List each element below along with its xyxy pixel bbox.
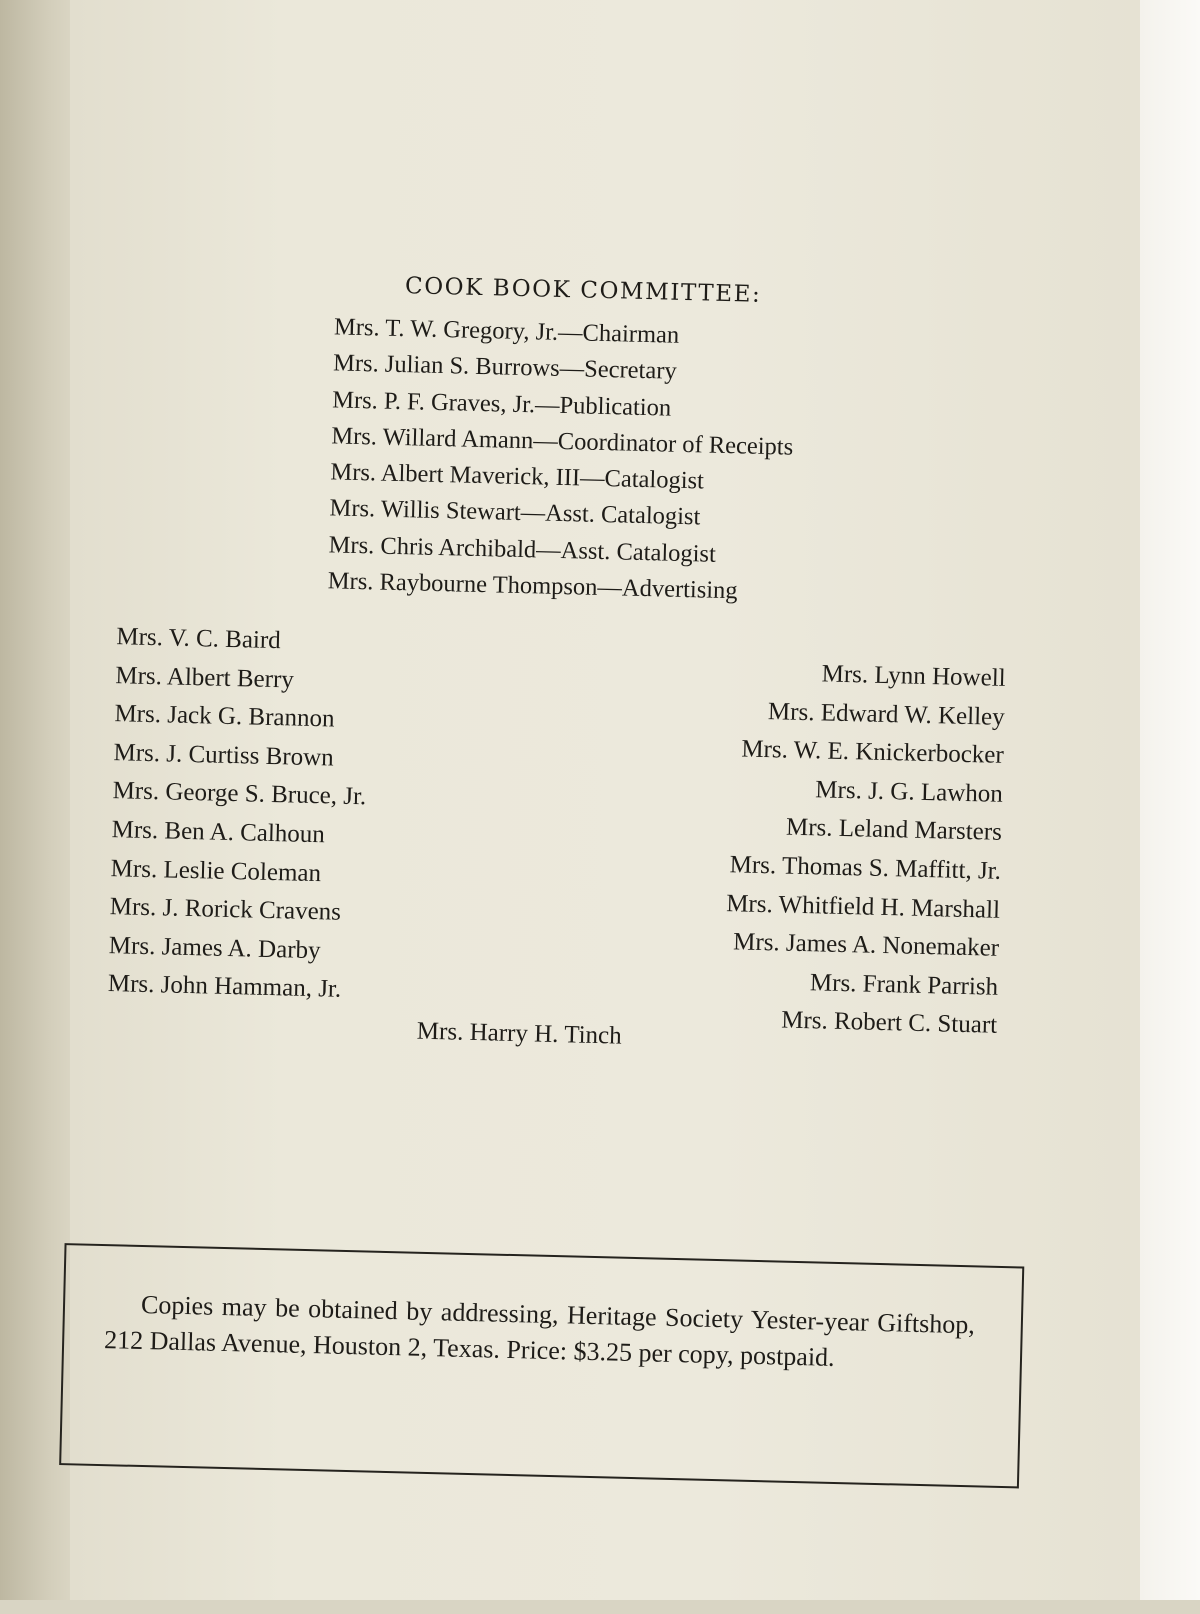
members-right-column	[723, 653, 1006, 1046]
member-item: Mrs. V. C. Baird	[116, 623, 282, 655]
officer-item: Mrs. Julian S. Burrows—Secretary	[332, 349, 678, 386]
officers-list	[327, 309, 796, 611]
member-item: Mrs. James A. Nonemaker	[732, 928, 1000, 962]
member-item: Mrs. Jack G. Brannon	[114, 700, 335, 733]
member-item: Mrs. J. Curtiss Brown	[113, 738, 335, 772]
member-item: Mrs. Whitfield H. Marshall	[725, 889, 1001, 924]
member-item: Mrs. Edward W. Kelley	[767, 697, 1006, 731]
member-item: Mrs. J. Rorick Cravens	[109, 893, 342, 926]
officer-item: Mrs. Willard Amann—Coordinator of Receipts	[331, 422, 794, 461]
members-left-column	[107, 618, 370, 1010]
officer-item: Mrs. Willis Stewart—Asst. Catalogist	[329, 494, 701, 531]
member-item: Mrs. George S. Bruce, Jr.	[112, 777, 367, 811]
member-item: Mrs. Robert C. Stuart	[780, 1006, 998, 1040]
committee-heading: COOK BOOK COMMITTEE:	[404, 273, 762, 308]
officer-item: Mrs. Albert Maverick, III—Catalogist	[330, 458, 705, 495]
officer-item: Mrs. Chris Archibald—Asst. Catalogist	[328, 531, 717, 568]
ordering-notice-text: Copies may be obtained by addressing, Heritage Society Yester-year Giftshop, 212 Dallas Avenue, Houston 2, Texas. Price: $3.25 per copy, postpaid.	[103, 1289, 976, 1372]
member-item: Mrs. W. E. Knickerbocker	[741, 735, 1005, 770]
member-item: Mrs. John Hamman, Jr.	[107, 970, 342, 1004]
member-center: Mrs. Harry H. Tinch	[416, 1017, 622, 1050]
officer-item: Mrs. P. F. Graves, Jr.—Publication	[331, 385, 672, 422]
member-item: Mrs. Frank Parrish	[809, 968, 999, 1001]
member-item: Mrs. Albert Berry	[115, 661, 295, 694]
officer-item: Mrs. T. W. Gregory, Jr.—Chairman	[333, 313, 680, 349]
member-item: Mrs. Thomas S. Maffitt, Jr.	[729, 851, 1002, 885]
member-item: Mrs. Leslie Coleman	[110, 854, 322, 887]
member-item: Mrs. Leland Marsters	[785, 813, 1003, 847]
member-item: Mrs. J. G. Lawhon	[815, 776, 1004, 808]
member-item: Mrs. James A. Darby	[108, 931, 321, 964]
member-item: Mrs. Ben A. Calhoun	[111, 816, 326, 849]
officer-item: Mrs. Raybourne Thompson—Advertising	[327, 567, 738, 605]
ordering-notice-box	[59, 1243, 1024, 1488]
member-item: Mrs. Lynn Howell	[821, 660, 1006, 692]
